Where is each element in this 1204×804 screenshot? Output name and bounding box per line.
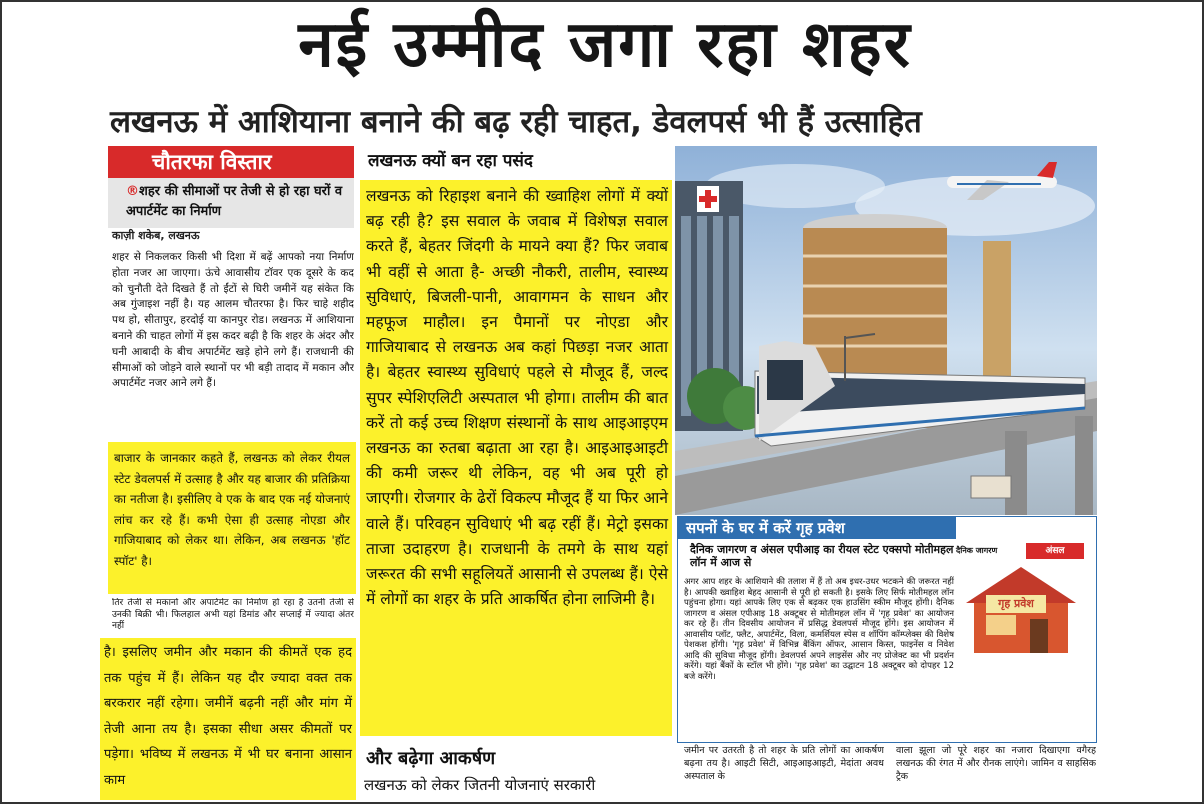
registered-mark-icon: ®	[126, 184, 139, 199]
middle-body	[360, 180, 672, 736]
expo-advertisement	[677, 516, 1097, 743]
middle-body-2-text: लखनऊ को लेकर जितनी योजनाएं सरकारी	[364, 776, 596, 794]
middle-heading-2: और बढ़ेगा आकर्षण	[366, 748, 496, 769]
metro-illustration-icon	[675, 146, 1097, 515]
subheadline: लखनऊ में आशियाना बनाने की बढ़ रही चाहत, डेवलपर्स भी हैं उत्साहित	[110, 104, 922, 140]
bottom-col-2: वाला झूला जो पूरे शहर का नजारा दिखाएगा वगैरह लखनऊ की रंगत में और रौनक लाएंगे। जामिन व साहसिक ट्रैक	[896, 745, 1096, 782]
left-para-1	[112, 250, 354, 442]
left-caption	[112, 598, 354, 638]
bottom-col-1: जमीन पर उतरती है तो शहर के प्रति लोगों का आकर्षण बढ़ना तय है। आइटी सिटी, आइआइआइटी, मेदांता अवध अस्पताल के	[684, 745, 884, 782]
kicker-box	[108, 178, 354, 228]
ad-headline: दैनिक जागरण व अंसल एपीआइ का रीयल स्टेट एक्सपो मोतीमहल लॉन में आज से	[690, 543, 954, 569]
middle-heading: लखनऊ क्यों बन रहा पसंद	[368, 151, 533, 171]
house-label: गृह प्रवेश	[986, 595, 1046, 613]
left-para-3-text: है। इसलिए जमीन और मकान की कीमतें एक हद तक पहुंच में हैं। लेकिन यह दौर ज्यादा वक्त तक बरकरार नहीं रहेगा। जमीनें बढ़नी नहीं और मांग में तेजी आना तय है। इसका सीधा असर कीमतों पर पड़ेगा। भविष्य में लखनऊ में भी घर बनाना आसान काम	[104, 645, 352, 788]
middle-body-text: लखनऊ को रिहाइश बनाने की ख्वाहिश लोगों में क्यों बढ़ रही है? इस सवाल के जवाब में विशेषज्ञ सवाल करते हैं, बेहतर जिंदगी के मायने क्या हैं? फिर जवाब भी वहीं से आता है- अच्छी नौकरी, तालीम, स्वास्थ्य सुविधाएं, बिजली-पानी, आवागमन के साधन और महफूज माहौल। इन पैमानों पर नोएडा और गाजियाबाद से लखनऊ अब कहां पिछड़ा नजर आता है। बेहतर स्वास्थ्य सुविधाएं पहले से मौजूद हैं, जल्द सुपर स्पेशिएलिटी अस्पताल भी होगा। तालीम की बात करें तो कई उच्च शिक्षण संस्थानों के साथ आइआइएम लखनऊ का रुतबा बढ़ाता आ रहा है। आइआइआइटी की कमी जरूर थी लेकिन, वह भी अब पूरी हो जाएगी। रोजगार के ढेरों विकल्प मौजूद हैं या फिर आने वाले हैं। परिवहन सुविधाएं भी बढ़ रहीं हैं। मेट्रो इसका ताजा उदाहरण है। राजधानी के तमगे के साथ यहां जरूरत की सभी सहूलियतें आसानी से उपलब्ध हैं। ऐसे में लोगों का शहर के प्रति आकर्षित होना लाजिमी है।	[366, 187, 668, 609]
ad-body	[684, 577, 1088, 684]
kicker-text: शहर की सीमाओं पर तेजी से हो रहा घरों व अपार्टमेंट का निर्माण	[126, 184, 343, 219]
ansal-logo: अंसल	[1026, 543, 1084, 559]
metro-illustration	[675, 146, 1097, 515]
left-para-1-text: शहर से निकलकर किसी भी दिशा में बढ़ें आपको नया निर्माण होता नजर आ जाएगा। ऊंचे आवासीय टॉवर एक दूसरे के कद को चुनौती देते दिखते हैं तो ईंटों से घिरी जमीनें यह संकेत कि अब गुंजाइश नहीं है। यह आलम चौतरफा है। फिर चाहे शहीद पथ हो, सीतापुर, हरदोई या कानपुर रोड। लखनऊ में आशियाना बनाने की चाहत लोगों में इस कदर बढ़ी है कि शहर के अंदर और घनी आबादी के बीच अपार्टमेंट खड़े होने लगे हैं। राजधानी की सीमाओं को जोड़ने वाले स्थानों पर भी बड़ी तादाद में मकान और अपार्टमेंट नजर आने लगे हैं।	[112, 251, 354, 390]
section-banner: चौतरफा विस्तार	[108, 146, 354, 178]
ad-body-text: अगर आप शहर के आशियाने की तलाश में हैं तो अब इधर-उधर भटकने की जरूरत नहीं है। आपकी ख्वाहिश बेहद आसानी से पूरी हो सकती है। इसके लिए सिर्फ मोतीमहल लॉन पहुंचना होगा। यहां आपके लिए एक से बढ़कर एक हाउसिंग स्कीम मौजूद होंगी। दैनिक जागरण व अंसल एपीआइ 18 अक्टूबर से मोतीमहल लॉन में 'गृह प्रवेश' का आयोजन कर रहे हैं। तीन दिवसीय आयोजन में प्रसिद्ध डेवलपर्स मौजूद होंगे। इस आयोजन में आवासीय प्लॉट, फ्लैट, अपार्टमेंट, विला, कमर्शियल स्पेस व शॉपिंग कॉम्प्लेक्स की विशेष पेशकश होंगी। 'गृह प्रवेश' में विभिन्न बैंकिंग ऑफर, आसान किस्त, फाइनेंस व निवेश आदि की सुविधा मौजूद होंगी। डेवलपर्स अपने लाइसेंस और नए प्रोजेक्ट का भी प्रदर्शन करेंगे। यहां बैंकों के स्टॉल भी होंगे। 'गृह प्रवेश' का उद्घाटन 18 अक्टूबर को दोपहर 12 बजे करेंगे।	[684, 577, 954, 682]
byline: काज़ी शकेब, लखनऊ	[112, 229, 200, 242]
headline: नई उम्मीद जगा रहा शहर	[298, 8, 912, 82]
jagran-logo: दैनिक जागरण	[956, 546, 998, 555]
left-caption-text: तिर तेजी से मकानों और अपार्टमेंट का निर्माण हो रहा है उतनी तेजी से उनकी बिक्री भी। फिलहाल अभी यहां डिमांड और सप्लाई में ज्यादा अंतर नहीं	[112, 598, 354, 631]
middle-body-2	[364, 774, 670, 800]
left-para-2-text: बाजार के जानकार कहते हैं, लखनऊ को लेकर रीयल स्टेट डेवलपर्स में उत्साह है और यह बाजार की प्रतिक्रिया का नतीजा है। इसीलिए वे एक के बाद एक नई योजनाएं लांच कर रहे हैं। कभी ऐसा ही उत्साह नोएडा और गाजियाबाद को लेकर था। लेकिन, अब लखनऊ 'हॉट स्पॉट' है।	[114, 451, 350, 568]
ad-title-bar: सपनों के घर में करें गृह प्रवेश	[678, 517, 956, 539]
left-para-2	[108, 442, 356, 594]
left-para-3	[100, 638, 356, 800]
